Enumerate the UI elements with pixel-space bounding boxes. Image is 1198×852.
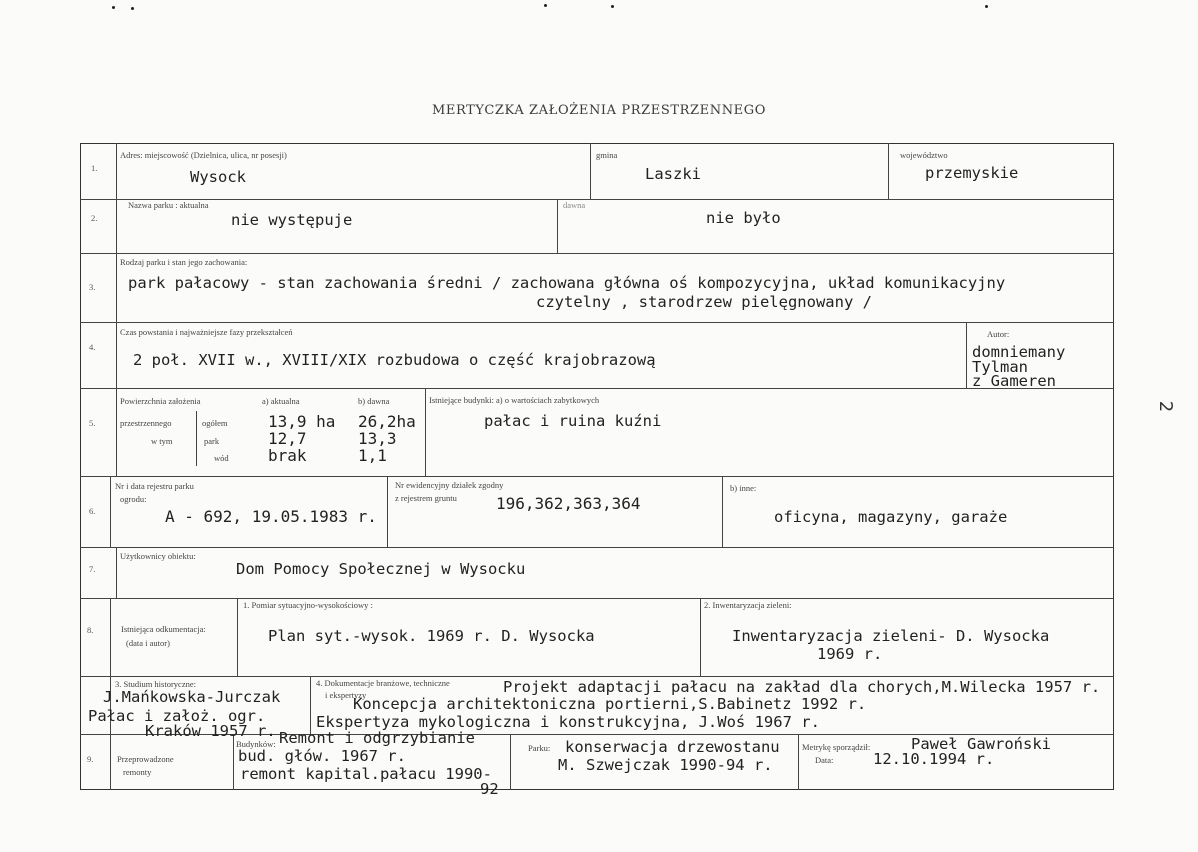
col-divider	[116, 253, 117, 322]
renovations-label-2: remonty	[123, 767, 152, 777]
row-divider	[80, 199, 1114, 200]
col-divider	[237, 598, 238, 676]
row-number: 5.	[89, 418, 96, 428]
park-type-line1: park pałacowy - stan zachowania średni / zachowana główna oś kompozycyjna, układ komunikacyjny	[128, 274, 1006, 292]
buildings-value: pałac i ruina kuźni	[484, 412, 662, 430]
area-water-label: wód	[214, 453, 229, 463]
area-label: Powierzchnia założenia	[120, 396, 201, 406]
col-divider	[798, 734, 799, 790]
document-title: MERTYCZKA ZAŁOŻENIA PRZESTRZENNEGO	[431, 103, 767, 118]
inventory-line2: 1969 r.	[817, 645, 883, 663]
gmina-value: Laszki	[645, 165, 701, 183]
building-renovations-line3: remont kapital.pałacu 1990-	[240, 765, 492, 783]
scan-speck	[131, 7, 134, 10]
building-renovations-line1: Remont i odgrzybianie	[279, 729, 475, 747]
area-park-current: 12,7	[268, 429, 307, 448]
col-divider	[116, 199, 117, 253]
area-total-label: przestrzennego	[120, 418, 172, 428]
prepared-by-label: Metrykę sporządził:	[802, 742, 871, 752]
studies-line1: J.Mańkowska-Jurczak	[103, 688, 281, 706]
col-divider	[110, 598, 111, 676]
studies-line2: Pałac i założ. ogr.	[88, 707, 266, 725]
registry-value: A - 692, 19.05.1983 r.	[165, 507, 377, 526]
plots-label: Nr ewidencyjny działek zgodny	[395, 480, 504, 490]
col-divider	[966, 322, 967, 388]
area-total-former: 26,2ha	[358, 412, 416, 431]
row-divider	[80, 598, 1114, 599]
park-type-label: Rodzaj parku i stan jego zachowania:	[120, 257, 248, 267]
other-buildings-value: oficyna, magazyny, garaże	[774, 508, 1008, 526]
col-divider	[116, 143, 117, 199]
users-label: Użytkownicy obiektu:	[120, 551, 196, 561]
voivodeship-label: województwo	[900, 150, 948, 160]
area-park-label: park	[204, 436, 220, 446]
area-incl-label: w tym	[151, 436, 173, 446]
area-park-former: 13,3	[358, 429, 397, 448]
documentation-label-2: (data i autor)	[126, 638, 170, 648]
park-renovations-line2: M. Szwejczak 1990-94 r.	[558, 756, 773, 774]
former-name-value: nie było	[706, 209, 781, 227]
row-number: 2.	[91, 213, 98, 223]
scan-speck	[985, 5, 988, 8]
park-renovations-line1: konserwacja drzewostanu	[565, 738, 780, 756]
col-divider	[510, 734, 511, 790]
park-name-label: Nazwa parku : aktualna	[128, 200, 209, 210]
buildings-label: Istniejące budynki: a) o wartościach zabytkowych	[429, 395, 600, 405]
row-divider	[80, 388, 1114, 389]
col-divider	[110, 476, 111, 547]
date-value: 12.10.1994 r.	[873, 750, 995, 768]
area-overall-label: ogółem	[202, 418, 228, 428]
address-value: Wysock	[190, 168, 246, 186]
plots-value: 196,362,363,364	[496, 494, 641, 513]
area-current-label: a) aktualna	[262, 396, 300, 406]
studies-line3: Kraków 1957 r.	[145, 722, 276, 740]
history-label: Czas powstania i najważniejsze fazy przekształceń	[120, 327, 293, 337]
building-renovations-line4: 92	[480, 780, 499, 798]
park-renovations-label: Parku:	[528, 743, 551, 753]
col-divider	[196, 411, 197, 466]
row-number: 4.	[89, 342, 96, 352]
row-number: 9.	[87, 754, 94, 764]
row-number: 1.	[91, 163, 98, 173]
col-divider	[722, 476, 723, 547]
registry-label: Nr i data rejestru parku	[115, 481, 194, 491]
col-divider	[387, 476, 388, 547]
building-renovations-line2: bud. głów. 1967 r.	[238, 747, 406, 765]
address-label: Adres: miejscowość (Dzielnica, ulica, nr posesji)	[120, 150, 287, 160]
area-former-label: b) dawna	[358, 396, 390, 406]
col-divider	[888, 143, 889, 199]
technical-docs-line3: Ekspertyza mykologiczna i konstrukcyjna, J.Woś 1967 r.	[316, 713, 820, 731]
scan-speck	[544, 4, 547, 7]
history-value: 2 poł. XVII w., XVIII/XIX rozbudowa o część krajobrazową	[133, 351, 656, 369]
author-line1: domniemany	[972, 343, 1066, 361]
row-number: 3.	[89, 282, 96, 292]
area-total-current: 13,9 ha	[268, 412, 336, 431]
survey-value: Plan syt.-wysok. 1969 r. D. Wysocka	[268, 627, 595, 645]
technical-docs-label-2: i ekspertyzy	[325, 690, 367, 700]
col-divider	[116, 547, 117, 598]
col-divider	[110, 734, 111, 790]
scan-speck	[611, 5, 614, 8]
park-name-value: nie występuje	[231, 211, 353, 229]
col-divider	[700, 598, 701, 676]
gmina-label: gmina	[596, 150, 618, 160]
row-number: 6.	[89, 506, 96, 516]
col-divider	[310, 676, 311, 734]
former-name-label: dawna	[563, 200, 586, 210]
date-label: Data:	[815, 755, 834, 765]
building-renovations-label: Budynków:	[236, 739, 276, 749]
users-value: Dom Pomocy Społecznej w Wysocku	[236, 560, 526, 578]
row-number: 8.	[87, 625, 94, 635]
row-divider	[80, 476, 1114, 477]
area-water-current: brak	[268, 446, 307, 465]
studies-label: 3. Studium historyczne:	[115, 679, 196, 689]
row-number: 7.	[89, 564, 96, 574]
technical-docs-line2: Koncepcja architektoniczna portierni,S.Babinetz 1992 r.	[353, 695, 867, 713]
row-divider	[80, 676, 1114, 677]
plots-label-2: z rejestrem gruntu	[395, 493, 457, 503]
scan-speck	[112, 6, 115, 9]
inventory-label: 2. Inwentaryzacja zieleni:	[704, 600, 792, 610]
col-divider	[425, 388, 426, 476]
voivodeship-value: przemyskie	[925, 164, 1019, 182]
survey-label: 1. Pomiar sytuacyjno-wysokościowy :	[243, 600, 373, 610]
author-line2: Tylman	[972, 358, 1028, 376]
prepared-by-value: Paweł Gawroński	[911, 735, 1051, 753]
author-label: Autor:	[987, 329, 1010, 339]
renovations-label: Przeprowadzone	[117, 754, 174, 764]
row-divider	[80, 253, 1114, 254]
registry-label-2: ogrodu:	[120, 494, 147, 504]
col-divider	[590, 143, 591, 199]
park-type-line2: czytelny , starodrzew pielęgnowany /	[536, 293, 872, 311]
col-divider	[557, 199, 558, 253]
col-divider	[116, 388, 117, 476]
row-divider	[80, 322, 1114, 323]
other-buildings-label: b) inne:	[730, 483, 757, 493]
technical-docs-label: 4. Dokumentacje branżowe, techniczne	[316, 678, 450, 688]
page-number-mark: 2	[1155, 400, 1177, 413]
col-divider	[233, 734, 234, 790]
col-divider	[116, 322, 117, 388]
area-water-former: 1,1	[358, 446, 387, 465]
author-line3: z Gameren	[972, 372, 1056, 390]
technical-docs-line1: Projekt adaptacji pałacu na zakład dla chorych,M.Wilecka 1957 r.	[503, 678, 1101, 696]
row-divider	[80, 547, 1114, 548]
documentation-label: Istniejąca odkumentacja:	[121, 624, 206, 634]
inventory-line1: Inwentaryzacja zieleni- D. Wysocka	[732, 627, 1050, 645]
